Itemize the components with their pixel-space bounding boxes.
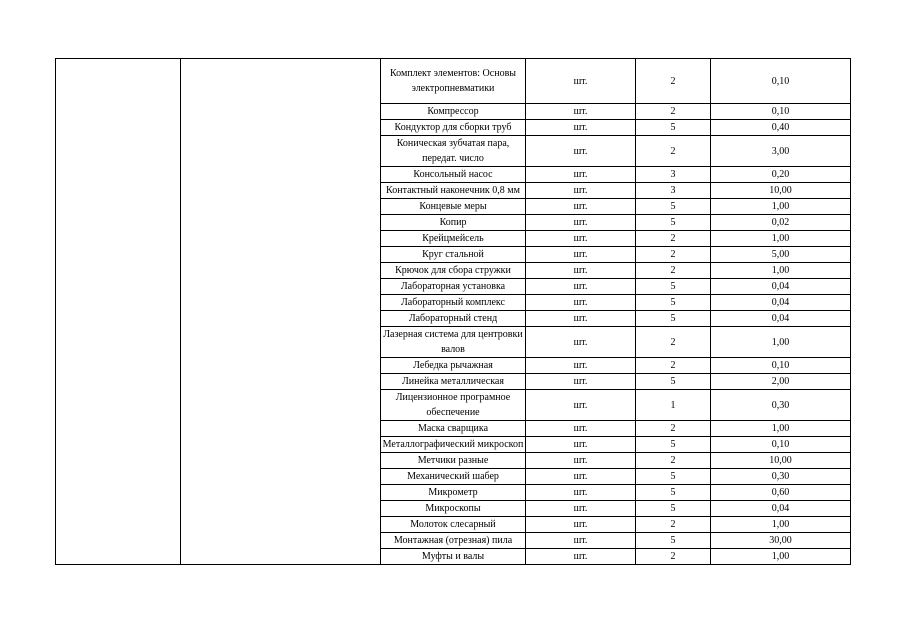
item-name-cell: Лабораторная установка: [381, 279, 526, 295]
unit-cell: шт.: [526, 327, 636, 358]
value-cell: 0,10: [711, 59, 851, 104]
value-cell: 1,00: [711, 199, 851, 215]
value-cell: 1,00: [711, 549, 851, 565]
quantity-cell: 2: [636, 327, 711, 358]
unit-cell: шт.: [526, 374, 636, 390]
item-name-cell: Молоток слесарный: [381, 517, 526, 533]
value-cell: 10,00: [711, 453, 851, 469]
value-cell: 10,00: [711, 183, 851, 199]
item-name-cell: Крейцмейсель: [381, 231, 526, 247]
item-name-cell: Коническая зубчатая пара, передат. число: [381, 136, 526, 167]
value-cell: 0,04: [711, 295, 851, 311]
value-cell: 0,04: [711, 311, 851, 327]
item-name-cell: Лабораторный комплекс: [381, 295, 526, 311]
item-name-cell: Крючок для сбора стружки: [381, 263, 526, 279]
unit-cell: шт.: [526, 501, 636, 517]
value-cell: 0,04: [711, 501, 851, 517]
unit-cell: шт.: [526, 517, 636, 533]
value-cell: 1,00: [711, 517, 851, 533]
quantity-cell: 5: [636, 533, 711, 549]
unit-cell: шт.: [526, 453, 636, 469]
quantity-cell: 2: [636, 263, 711, 279]
quantity-cell: 1: [636, 390, 711, 421]
quantity-cell: 5: [636, 374, 711, 390]
unit-cell: шт.: [526, 279, 636, 295]
item-name-cell: Копир: [381, 215, 526, 231]
unit-cell: шт.: [526, 199, 636, 215]
value-cell: 0,60: [711, 485, 851, 501]
item-name-cell: Лабораторный стенд: [381, 311, 526, 327]
quantity-cell: 2: [636, 104, 711, 120]
unit-cell: шт.: [526, 390, 636, 421]
value-cell: 1,00: [711, 421, 851, 437]
unit-cell: шт.: [526, 104, 636, 120]
item-name-cell: Лазерная система для центровки валов: [381, 327, 526, 358]
item-name-cell: Маска сварщика: [381, 421, 526, 437]
item-name-cell: Концевые меры: [381, 199, 526, 215]
item-name-cell: Метчики разные: [381, 453, 526, 469]
quantity-cell: 5: [636, 469, 711, 485]
quantity-cell: 2: [636, 421, 711, 437]
quantity-cell: 2: [636, 231, 711, 247]
value-cell: 3,00: [711, 136, 851, 167]
item-name-cell: Линейка металлическая: [381, 374, 526, 390]
quantity-cell: 5: [636, 501, 711, 517]
empty-merged-cell: [56, 59, 181, 565]
quantity-cell: 5: [636, 279, 711, 295]
table-row: [56, 59, 851, 104]
value-cell: 5,00: [711, 247, 851, 263]
item-name-cell: Микроскопы: [381, 501, 526, 517]
unit-cell: шт.: [526, 533, 636, 549]
unit-cell: шт.: [526, 231, 636, 247]
unit-cell: шт.: [526, 136, 636, 167]
quantity-cell: 3: [636, 167, 711, 183]
quantity-cell: 5: [636, 215, 711, 231]
value-cell: 30,00: [711, 533, 851, 549]
item-name-cell: Кондуктор для сборки труб: [381, 120, 526, 136]
item-name-cell: Микрометр: [381, 485, 526, 501]
item-name-cell: Консольный насос: [381, 167, 526, 183]
unit-cell: шт.: [526, 183, 636, 199]
value-cell: 1,00: [711, 231, 851, 247]
value-cell: 0,30: [711, 390, 851, 421]
quantity-cell: 2: [636, 59, 711, 104]
quantity-cell: 5: [636, 437, 711, 453]
equipment-table: [55, 58, 851, 565]
unit-cell: шт.: [526, 421, 636, 437]
unit-cell: шт.: [526, 469, 636, 485]
document-page: [55, 58, 850, 565]
equipment-table-body: [56, 59, 851, 565]
value-cell: 0,40: [711, 120, 851, 136]
item-name-cell: Муфты и валы: [381, 549, 526, 565]
quantity-cell: 2: [636, 517, 711, 533]
item-name-cell: Металлографический микроскоп: [381, 437, 526, 453]
item-name-cell: Механический шабер: [381, 469, 526, 485]
value-cell: 0,20: [711, 167, 851, 183]
item-name-cell: Лицензионное програмное обеспечение: [381, 390, 526, 421]
quantity-cell: 5: [636, 199, 711, 215]
unit-cell: шт.: [526, 120, 636, 136]
value-cell: 1,00: [711, 327, 851, 358]
unit-cell: шт.: [526, 311, 636, 327]
item-name-cell: Круг стальной: [381, 247, 526, 263]
unit-cell: шт.: [526, 167, 636, 183]
item-name-cell: Комплект элементов: Основы электропневматики: [381, 59, 526, 104]
value-cell: 2,00: [711, 374, 851, 390]
quantity-cell: 2: [636, 549, 711, 565]
value-cell: 0,10: [711, 358, 851, 374]
quantity-cell: 5: [636, 311, 711, 327]
item-name-cell: Монтажная (отрезная) пила: [381, 533, 526, 549]
item-name-cell: Компрессор: [381, 104, 526, 120]
value-cell: 0,30: [711, 469, 851, 485]
quantity-cell: 5: [636, 120, 711, 136]
unit-cell: шт.: [526, 59, 636, 104]
unit-cell: шт.: [526, 263, 636, 279]
value-cell: 0,02: [711, 215, 851, 231]
unit-cell: шт.: [526, 358, 636, 374]
value-cell: 0,10: [711, 104, 851, 120]
unit-cell: шт.: [526, 437, 636, 453]
quantity-cell: 5: [636, 485, 711, 501]
quantity-cell: 2: [636, 247, 711, 263]
unit-cell: шт.: [526, 549, 636, 565]
value-cell: 0,04: [711, 279, 851, 295]
unit-cell: шт.: [526, 215, 636, 231]
quantity-cell: 2: [636, 453, 711, 469]
item-name-cell: Контактный наконечник 0,8 мм: [381, 183, 526, 199]
quantity-cell: 3: [636, 183, 711, 199]
value-cell: 1,00: [711, 263, 851, 279]
quantity-cell: 2: [636, 358, 711, 374]
unit-cell: шт.: [526, 247, 636, 263]
empty-merged-cell: [181, 59, 381, 565]
item-name-cell: Лебедка рычажная: [381, 358, 526, 374]
unit-cell: шт.: [526, 295, 636, 311]
unit-cell: шт.: [526, 485, 636, 501]
quantity-cell: 2: [636, 136, 711, 167]
quantity-cell: 5: [636, 295, 711, 311]
value-cell: 0,10: [711, 437, 851, 453]
